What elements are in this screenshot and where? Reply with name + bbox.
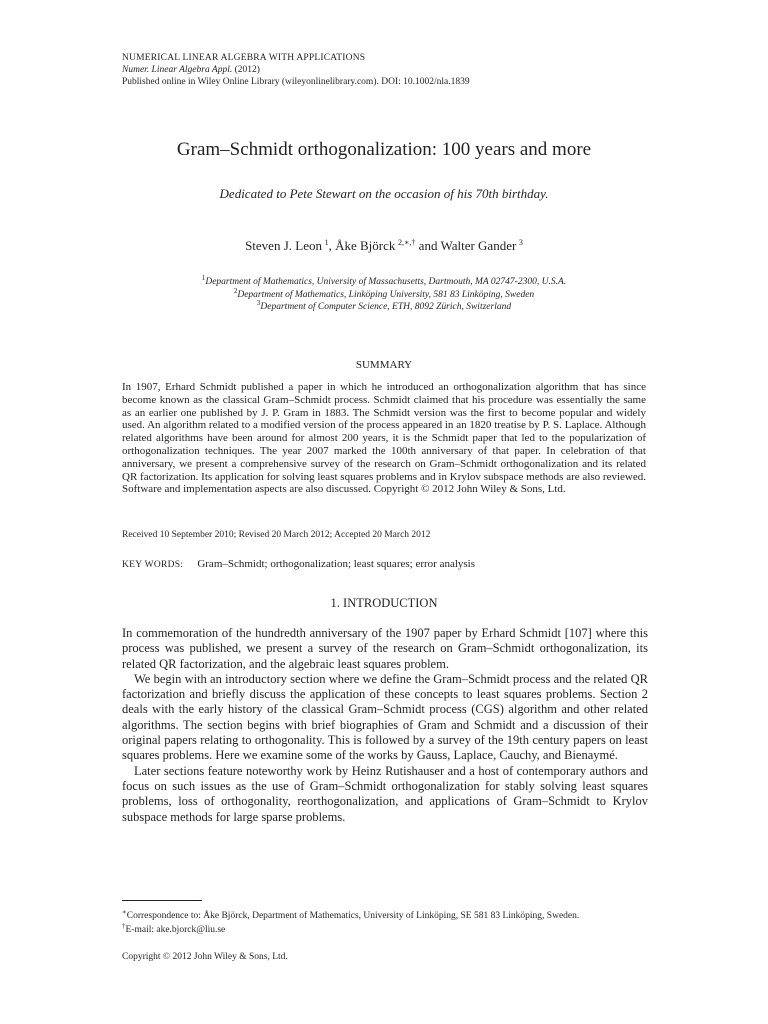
section-heading: 1. INTRODUCTION [330, 596, 438, 610]
affiliation-text: Department of Mathematics, Linköping University, 581 83 Linköping, Sweden [237, 290, 535, 300]
journal-name: NUMERICAL LINEAR ALGEBRA WITH APPLICATIONS [122, 53, 366, 63]
author-affil-mark: 3 [518, 238, 523, 247]
author-name: Walter Gander [440, 238, 517, 253]
affiliation-number: 1 [201, 274, 206, 282]
footnote-mark: ∗ [122, 908, 127, 916]
section-body [122, 626, 648, 825]
author-separator: , [328, 238, 336, 253]
author-separator: and [415, 238, 441, 253]
journal-published-line: Published online in Wiley Online Library (wileyonlinelibrary.com). DOI: 10.1002/nla.1839 [122, 77, 470, 87]
body-paragraph: Later sections feature noteworthy work by Heinz Rutishauser and a host of contemporary authors and focus on such issues as the use of Gram–Schmidt orthogonalization for stably solving least squares problems, loss of orthogonality, reorthogonalization, and applications of Gram–Schmidt to Krylov subspace methods for large sparse problems. [122, 763, 648, 824]
author-affil-mark: 2,∗,† [397, 238, 416, 247]
body-paragraph: We begin with an introductory section where we define the Gram–Schmidt process and the related QR factorization and briefly discuss the application of these concepts to least squares problems. Section 2 deals with the early history of the classical Gram–Schmidt process (CGS) algorithm and other related algorithms. The section begins with brief biographies of Gram and Schmidt and a discussion of their original papers relating to orthogonality. This is followed by a survey of the 19th century papers on least squares problems. Here we examine some of the works by Gauss, Laplace, Cauchy, and Bienaymé. [122, 671, 648, 763]
paper-title: Gram–Schmidt orthogonalization: 100 years and more [176, 139, 592, 160]
author-list [0, 238, 768, 254]
received-dates: Received 10 September 2010; Revised 20 March 2012; Accepted 20 March 2012 [122, 530, 431, 540]
dedication: Dedicated to Pete Stewart on the occasion of his 70th birthday. [219, 186, 549, 201]
author-name: Åke Björck [335, 238, 396, 253]
journal-year: (2012) [234, 65, 260, 75]
affiliation-text: Department of Computer Science, ETH, 8092 Zürich, Switzerland [260, 302, 512, 312]
keywords-text: Gram–Schmidt; orthogonalization; least squares; error analysis [197, 558, 476, 570]
footnote-email [122, 920, 225, 936]
keywords [122, 558, 475, 570]
summary-heading: SUMMARY [355, 359, 413, 371]
copyright-line: Copyright © 2012 John Wiley & Sons, Ltd. [122, 952, 288, 962]
author-name: Steven J. Leon [245, 238, 322, 253]
author-affil-mark: 1 [324, 238, 329, 247]
footnote-text: Correspondence to: Åke Björck, Department of Mathematics, University of Linköping, SE 581 83 Linköping, Sweden. [126, 911, 580, 921]
affiliation-text: Department of Mathematics, University of Massachusetts, Dartmouth, MA 02747-2300, U.S.A. [205, 277, 567, 287]
affiliation [0, 297, 768, 313]
footnote-rule [122, 900, 202, 901]
footnote-mark: † [122, 922, 126, 930]
affiliation-number: 3 [256, 299, 261, 307]
abstract-text: In 1907, Erhard Schmidt published a paper in which he introduced an orthogonalization algorithm that has since become known as the classical Gram–Schmidt process. Schmidt claimed that his procedure was essentially the same as an earlier one published by J. P. Gram in 1883. The Schmidt version was the first to become popular and widely used. An algorithm related to a modified version of the process appeared in an 1820 treatise by P. S. Laplace. Although related algorithms have been around for almost 200 years, it is the Schmidt paper that led to the popularization of orthogonalization techniques. The year 2007 marked the 100th anniversary of that paper. In celebration of that anniversary, we present a comprehensive survey of the research on Gram–Schmidt orthogonalization and its related QR factorization. Its application for solving least squares problems and in Krylov subspace methods are also reviewed. Software and implementation aspects are also discussed. Copyright © 2012 John Wiley & Sons, Ltd. [122, 381, 646, 496]
affiliation-number: 2 [233, 287, 238, 295]
footnote-text: E-mail: ake.bjorck@liu.se [125, 925, 226, 935]
keywords-label: KEY WORDS: [122, 560, 184, 570]
journal-citation [122, 64, 682, 76]
journal-header [122, 52, 682, 88]
journal-abbrev: Numer. Linear Algebra Appl. [122, 65, 233, 75]
body-paragraph: In commemoration of the hundredth anniversary of the 1907 paper by Erhard Schmidt [107] where this process was published, we present a survey of the research on Gram–Schmidt orthogonalization, its related QR factorization, and the algebraic least squares problem. [122, 626, 648, 671]
